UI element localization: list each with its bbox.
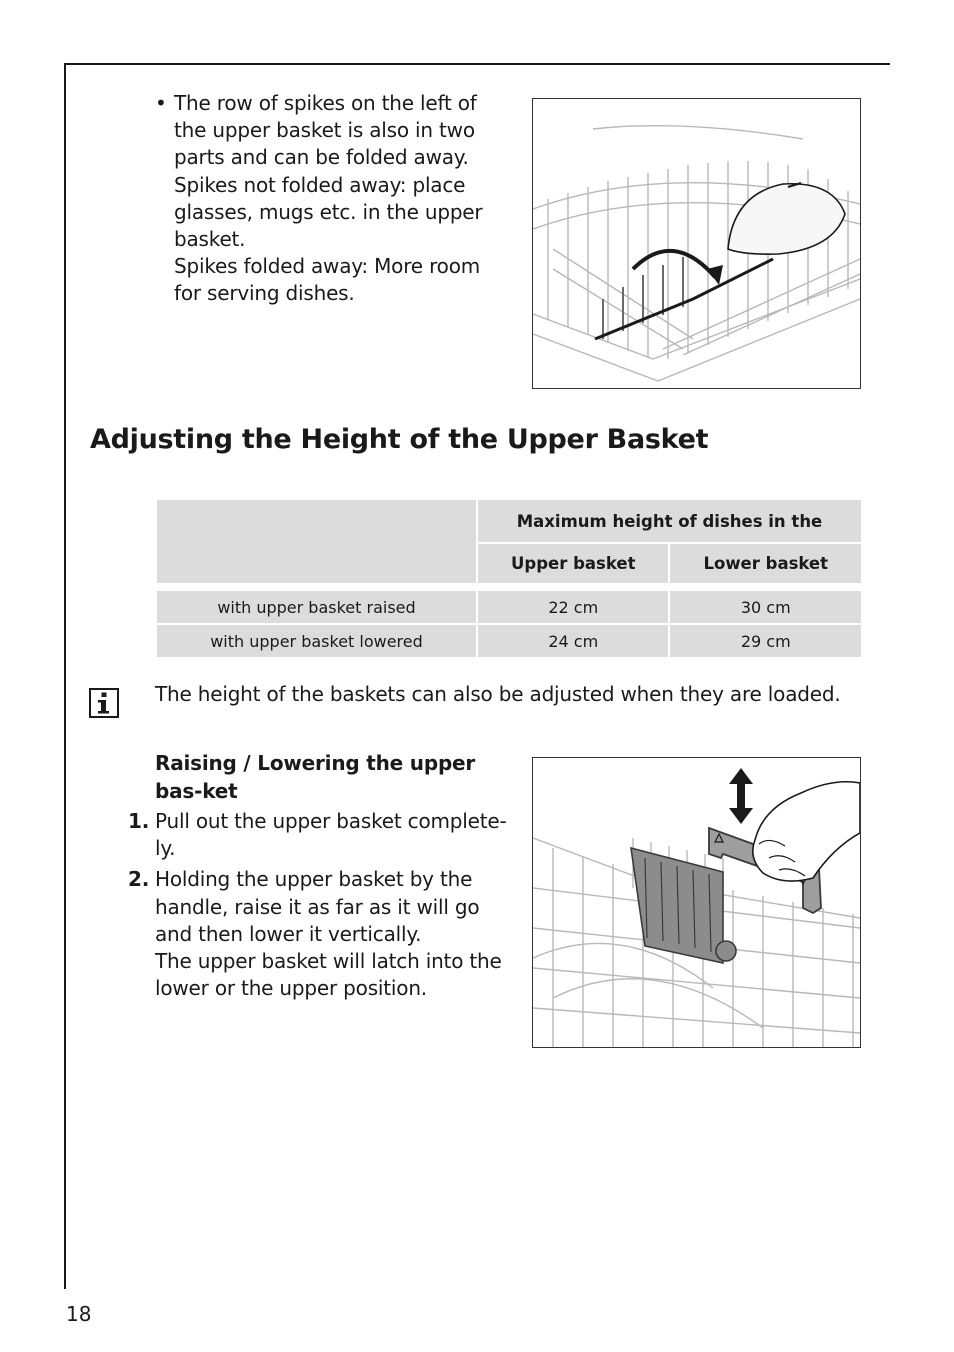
column-lower-basket: Lower basket — [669, 543, 862, 584]
list-item — [128, 866, 520, 1002]
spikes-not-folded-text: Spikes not folded away: place glasses, mugs etc. in the upper basket. — [174, 172, 483, 252]
step-number: 1. — [128, 809, 150, 833]
procedure-steps — [128, 808, 520, 1006]
basket-handle-drawing — [533, 758, 860, 1047]
table-corner-cell — [156, 499, 477, 584]
row-upper-value: 24 cm — [477, 624, 669, 658]
row-lower-value: 29 cm — [669, 624, 862, 658]
page-frame-top-rule — [64, 63, 890, 65]
info-icon — [89, 688, 119, 718]
bullet-symbol: • — [155, 91, 167, 115]
column-upper-basket: Upper basket — [477, 543, 669, 584]
spike-row — [603, 257, 683, 339]
list-item — [128, 808, 520, 862]
spikes-bullet — [155, 90, 500, 308]
spikes-intro-text: The row of spikes on the left of the upper basket is also in two parts and can be folded away. — [174, 91, 477, 170]
rack-wheel — [716, 941, 736, 961]
fold-arrow-arc — [633, 251, 715, 277]
up-down-arrow — [729, 768, 753, 824]
table-group-header: Maximum height of dishes in the — [477, 499, 862, 543]
row-upper-value: 22 cm — [477, 590, 669, 624]
table-row — [156, 590, 862, 624]
fold-arrow-head — [707, 265, 723, 285]
basket-wires — [533, 126, 860, 381]
folding-spikes-drawing — [533, 99, 860, 388]
step-text: Pull out the upper basket complete-ly. — [155, 809, 507, 861]
info-glyph — [95, 692, 113, 714]
table-row — [156, 624, 862, 658]
procedure-title: Raising / Lowering the upper bas-ket — [155, 751, 476, 803]
page-number: 18 — [66, 1302, 92, 1326]
step-number: 2. — [128, 867, 150, 892]
basket-height-illustration — [532, 757, 861, 1048]
step-note: The upper basket will latch into the lower or the upper position. — [155, 949, 502, 1001]
section-title: Adjusting the Height of the Upper Basket — [90, 424, 709, 455]
step-text: Holding the upper basket by the handle, raise it as far as it will go and then lower it vertically. — [155, 867, 480, 946]
dish-height-table — [155, 498, 863, 659]
row-label: with upper basket raised — [156, 590, 477, 624]
table-header-row — [156, 499, 862, 543]
row-label: with upper basket lowered — [156, 624, 477, 658]
row-lower-value: 30 cm — [669, 590, 862, 624]
page-frame-left-rule — [64, 63, 66, 1289]
hand — [753, 782, 860, 881]
info-note-text: The height of the baskets can also be adjusted when they are loaded. — [155, 682, 841, 706]
folding-spikes-illustration — [532, 98, 861, 389]
spikes-folded-text: Spikes folded away: More room for serving dishes. — [174, 254, 481, 306]
